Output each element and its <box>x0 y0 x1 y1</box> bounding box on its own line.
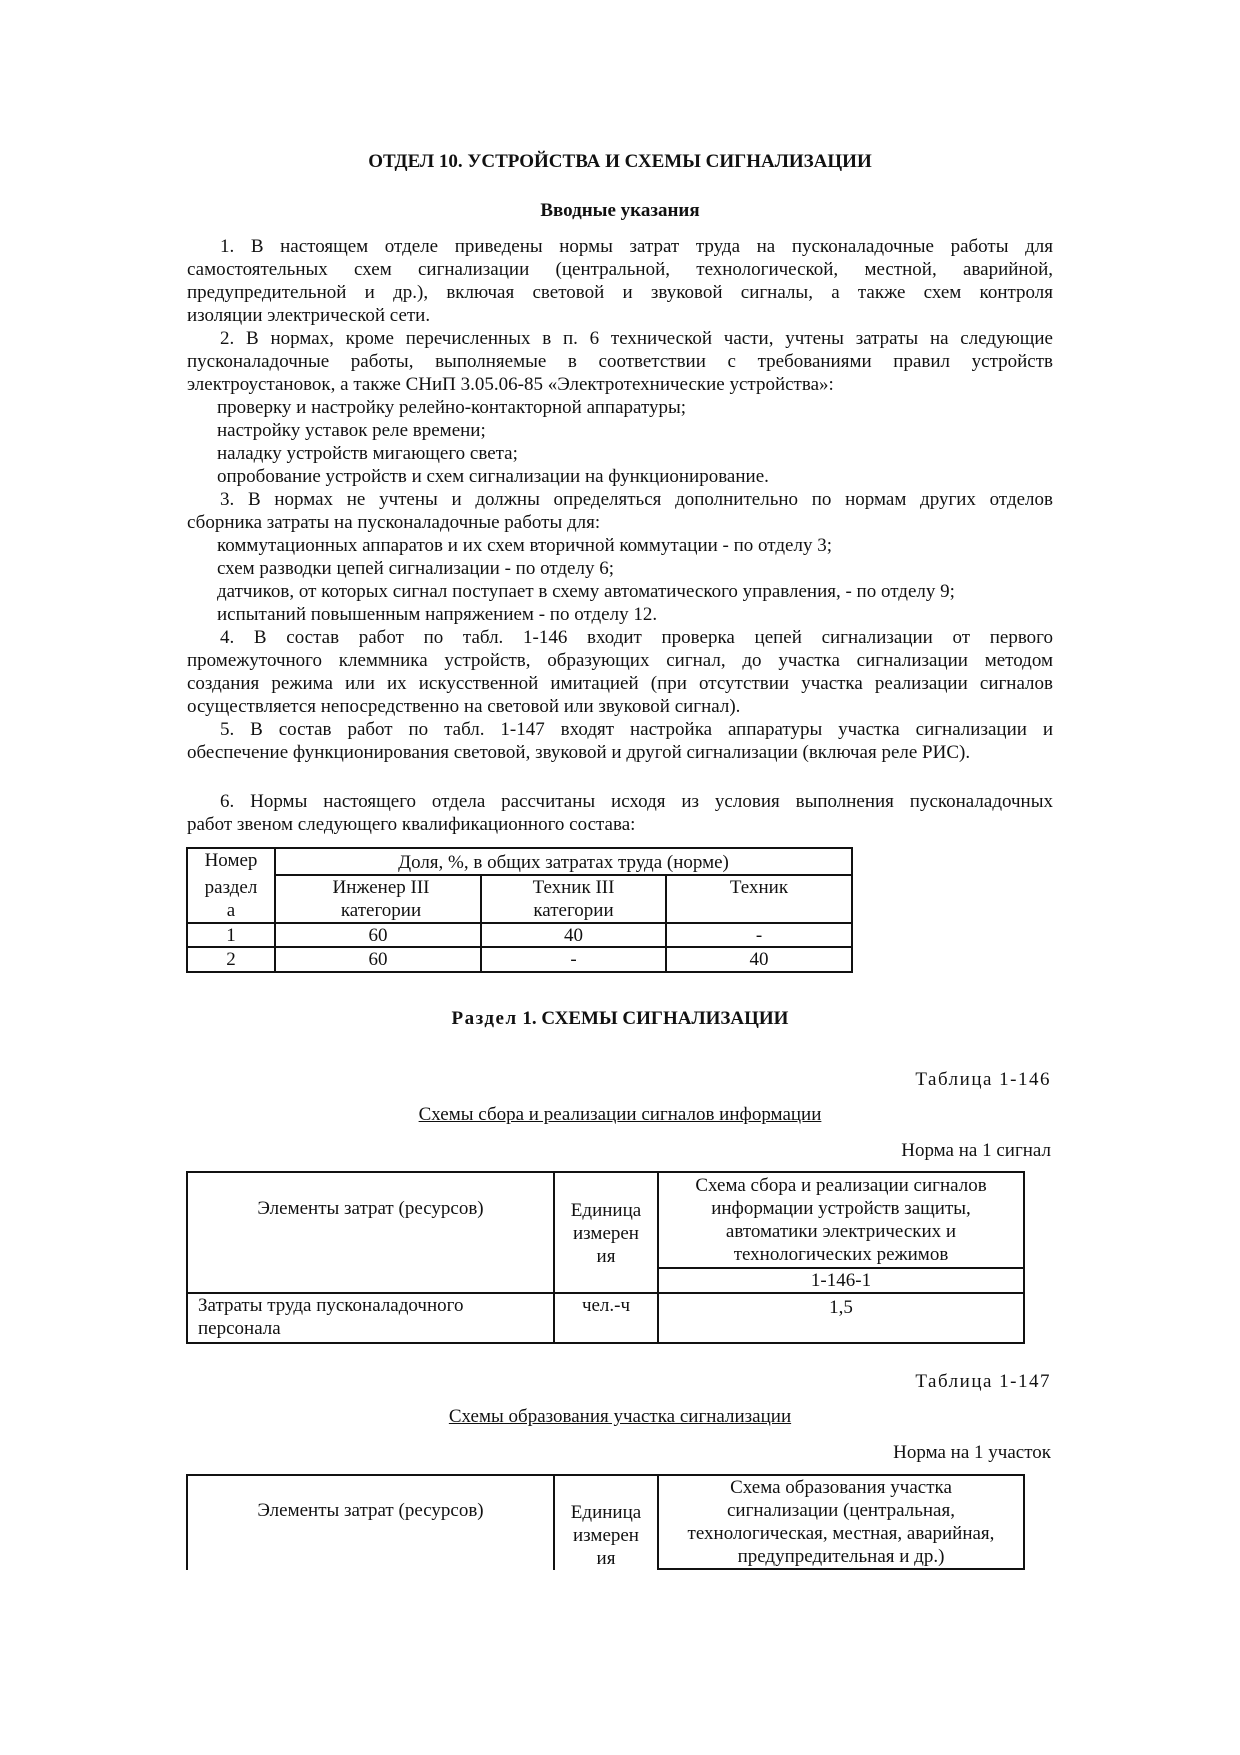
paragraph-line: 6. Нормы настоящего отдела рассчитаны исходя из условия выполнения пусконаладочных <box>220 791 1053 812</box>
engineer-header: категории <box>340 900 422 921</box>
page-title: ОТДЕЛ 10. УСТРОЙСТВА И СХЕМЫ СИГНАЛИЗАЦИИ <box>368 151 872 172</box>
scheme-header: предупредительная и др.) <box>737 1546 945 1567</box>
paragraph-line: сборника затраты на пусконаладочные работы для: <box>187 512 601 533</box>
scheme-header: технологическая, местная, аварийная, <box>687 1523 995 1544</box>
table-147-title: Схемы образования участка сигнализации <box>448 1406 792 1427</box>
paragraph-line: пусконаладочные работы, выполняемые в соответствии с требованиями правил устройств <box>187 351 1053 372</box>
table-147-label: Таблица 1-147 <box>915 1371 1051 1392</box>
paragraph-line: 2. В нормах, кроме перечисленных в п. 6 технической части, учтены затраты на следующие <box>220 328 1053 349</box>
paragraph-line: изоляции электрической сети. <box>187 305 431 326</box>
table-cell: - <box>570 949 577 970</box>
list-item: испытаний повышенным напряжением - по отделу 12. <box>217 604 658 625</box>
paragraph-line: 1. В настоящем отделе приведены нормы затрат труда на пусконаладочные работы для <box>220 236 1053 257</box>
unit-header: измерен <box>573 1525 639 1546</box>
unit-header: ия <box>596 1548 616 1569</box>
table-cell: 60 <box>368 949 388 970</box>
section-number-header: Номер <box>204 850 258 871</box>
table-cell: 2 <box>226 949 236 970</box>
paragraph-line: электроустановок, а также СНиП 3.05.06-85 «Электротехнические устройства»: <box>187 374 834 395</box>
table-146-label: Таблица 1-146 <box>915 1069 1051 1090</box>
paragraph-line: 3. В нормах не учтены и должны определяться дополнительно по нормам других отделов <box>220 489 1053 510</box>
intro-heading: Вводные указания <box>540 200 700 221</box>
list-item: проверку и настройку релейно-контакторной аппаратуры; <box>217 397 687 418</box>
scheme-header: Схема образования участка <box>730 1477 952 1498</box>
section-heading-text: 1. СХЕМЫ СИГНАЛИЗАЦИИ <box>517 1008 789 1029</box>
paragraph-line: обеспечение функционирования световой, звуковой и другой сигнализации (включая реле РИС). <box>187 742 971 763</box>
table-cell: - <box>755 925 763 946</box>
table-cell: 1 <box>226 925 236 946</box>
unit-header: Единица <box>570 1502 642 1523</box>
list-item: коммутационных аппаратов и их схем вторичной коммутации - по отделу 3; <box>217 535 832 556</box>
paragraph-line: создания режима или их искусственной имитацией (при отсутствии участка реализации сигналов <box>187 673 1053 694</box>
table-cell: 1,5 <box>829 1297 853 1318</box>
list-item: опробование устройств и схем сигнализации на функционирование. <box>217 466 769 487</box>
section-number-header: а <box>226 900 236 921</box>
scheme-header: сигнализации (центральная, <box>727 1500 955 1521</box>
paragraph-line: 5. В состав работ по табл. 1-147 входят настройка аппаратуры участка сигнализации и <box>220 719 1053 740</box>
scheme-header: Схема сбора и реализации сигналов <box>695 1175 987 1196</box>
unit-header: ия <box>596 1246 616 1267</box>
section-number-header: раздел <box>204 877 258 898</box>
paragraph-line: работ звеном следующего квалификационного состава: <box>187 814 636 835</box>
table-cell: 60 <box>368 925 388 946</box>
table-cell: персонала <box>198 1318 281 1339</box>
paragraph-line: промежуточного клеммника устройств, образующих сигнал, до участка сигнализации методом <box>187 650 1053 671</box>
technician3-header: категории <box>533 900 614 921</box>
table-cell: Затраты труда пусконаладочного <box>198 1295 464 1316</box>
scheme-header: технологических режимов <box>733 1244 949 1265</box>
scheme-header: автоматики электрических и <box>725 1221 957 1242</box>
paragraph-line: самостоятельных схем сигнализации (центральной, технологической, местной, аварийной, <box>187 259 1053 280</box>
unit-header: измерен <box>573 1223 639 1244</box>
scheme-header: информации устройств защиты, <box>711 1198 971 1219</box>
list-item: схем разводки цепей сигнализации - по отделу 6; <box>217 558 614 579</box>
table-cell: чел.-ч <box>581 1295 631 1316</box>
engineer-header: Инженер III <box>332 877 430 898</box>
table-147-norm: Норма на 1 участок <box>893 1442 1051 1463</box>
paragraph-line: осуществляется непосредственно на световой или звуковой сигнал). <box>187 696 741 717</box>
cost-elements-header: Элементы затрат (ресурсов) <box>257 1198 484 1219</box>
table-cell: 40 <box>564 925 583 946</box>
cost-elements-header: Элементы затрат (ресурсов) <box>257 1500 484 1521</box>
technician-header: Техник <box>729 877 789 898</box>
section-heading <box>187 1007 1053 1030</box>
list-item: настройку уставок реле времени; <box>217 420 486 441</box>
list-item: наладку устройств мигающего света; <box>217 443 518 464</box>
technician3-header: Техник III <box>532 877 615 898</box>
paragraph-line: предупредительной и др.), включая световой и звуковой сигналы, а также схем контроля <box>187 282 1053 303</box>
table-cell: 40 <box>749 949 769 970</box>
paragraph-line: 4. В состав работ по табл. 1-146 входит проверка цепей сигнализации от первого <box>220 627 1053 648</box>
norm-code: 1-146-1 <box>810 1270 872 1291</box>
section-heading-word: Раздел <box>451 1008 518 1029</box>
share-group-header: Доля, %, в общих затратах труда (норме) <box>398 852 729 873</box>
unit-header: Единица <box>570 1200 642 1221</box>
table-146-title: Схемы сбора и реализации сигналов информации <box>418 1104 822 1125</box>
list-item: датчиков, от которых сигнал поступает в схему автоматического управления, - по отделу 9; <box>217 581 955 602</box>
table-146-norm: Норма на 1 сигнал <box>901 1140 1051 1161</box>
